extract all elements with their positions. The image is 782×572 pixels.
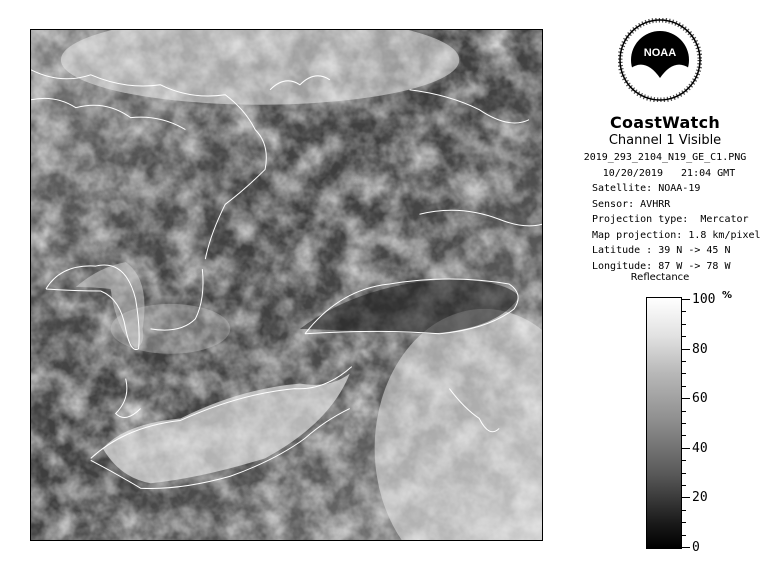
colorbar-minor-tick xyxy=(682,324,686,325)
map-projection: Map projection: 1.8 km/pixel xyxy=(592,229,761,241)
colorbar-tick-label: 60 xyxy=(692,391,708,407)
colorbar-minor-tick xyxy=(682,535,686,536)
info-panel xyxy=(560,113,770,274)
satellite: Satellite: NOAA-19 xyxy=(592,183,701,194)
colorbar-minor-tick xyxy=(682,361,686,362)
longitude: Longitude: 87 W -> 78 W xyxy=(592,260,731,272)
sensor: Sensor: AVHRR xyxy=(592,198,671,210)
latitude: Latitude : 39 N -> 45 N xyxy=(592,245,731,256)
colorbar-tick-label: 20 xyxy=(692,490,708,506)
colorbar-minor-tick xyxy=(682,411,686,412)
colorbar-major-tick xyxy=(682,448,690,449)
colorbar-major-tick xyxy=(682,547,690,548)
colorbar-minor-tick xyxy=(682,386,686,387)
colorbar-minor-tick xyxy=(682,485,686,486)
colorbar-major-tick xyxy=(682,299,690,300)
panel-title: CoastWatch xyxy=(609,113,721,132)
colorbar-minor-tick xyxy=(682,311,686,312)
projection-type: Projection type: Mercator xyxy=(592,214,749,225)
colorbar-tick-label: 100 xyxy=(692,292,716,307)
colorbar-tick-label: 40 xyxy=(692,440,708,456)
colorbar-major-tick xyxy=(682,497,690,498)
colorbar-tick-label: 0 xyxy=(692,540,700,555)
colorbar-minor-tick xyxy=(682,510,686,511)
logo-text: NOAA xyxy=(643,47,677,59)
colorbar-minor-tick xyxy=(682,460,686,461)
colorbar-major-tick xyxy=(682,349,690,350)
colorbar-minor-tick xyxy=(682,336,686,337)
legend-title: Reflectance xyxy=(630,272,690,283)
satellite-image xyxy=(30,29,543,541)
colorbar-minor-tick xyxy=(682,373,686,374)
colorbar-minor-tick xyxy=(682,473,686,474)
colorbar-minor-tick xyxy=(682,435,686,436)
colorbar-major-tick xyxy=(682,398,690,399)
legend-unit: % xyxy=(722,290,733,301)
satellite-scene xyxy=(31,30,542,540)
colorbar-minor-tick xyxy=(682,522,686,523)
filename: 2019_293_2104_N19_GE_C1.PNG xyxy=(583,152,747,163)
reflectance-colorbar xyxy=(646,297,682,549)
panel-subtitle: Channel 1 Visible xyxy=(608,133,722,148)
noaa-logo xyxy=(618,18,702,102)
datetime: 10/20/2019 21:04 GMT xyxy=(602,167,736,179)
metadata-block xyxy=(560,150,770,274)
colorbar-tick-label: 80 xyxy=(692,341,708,357)
colorbar-minor-tick xyxy=(682,423,686,424)
